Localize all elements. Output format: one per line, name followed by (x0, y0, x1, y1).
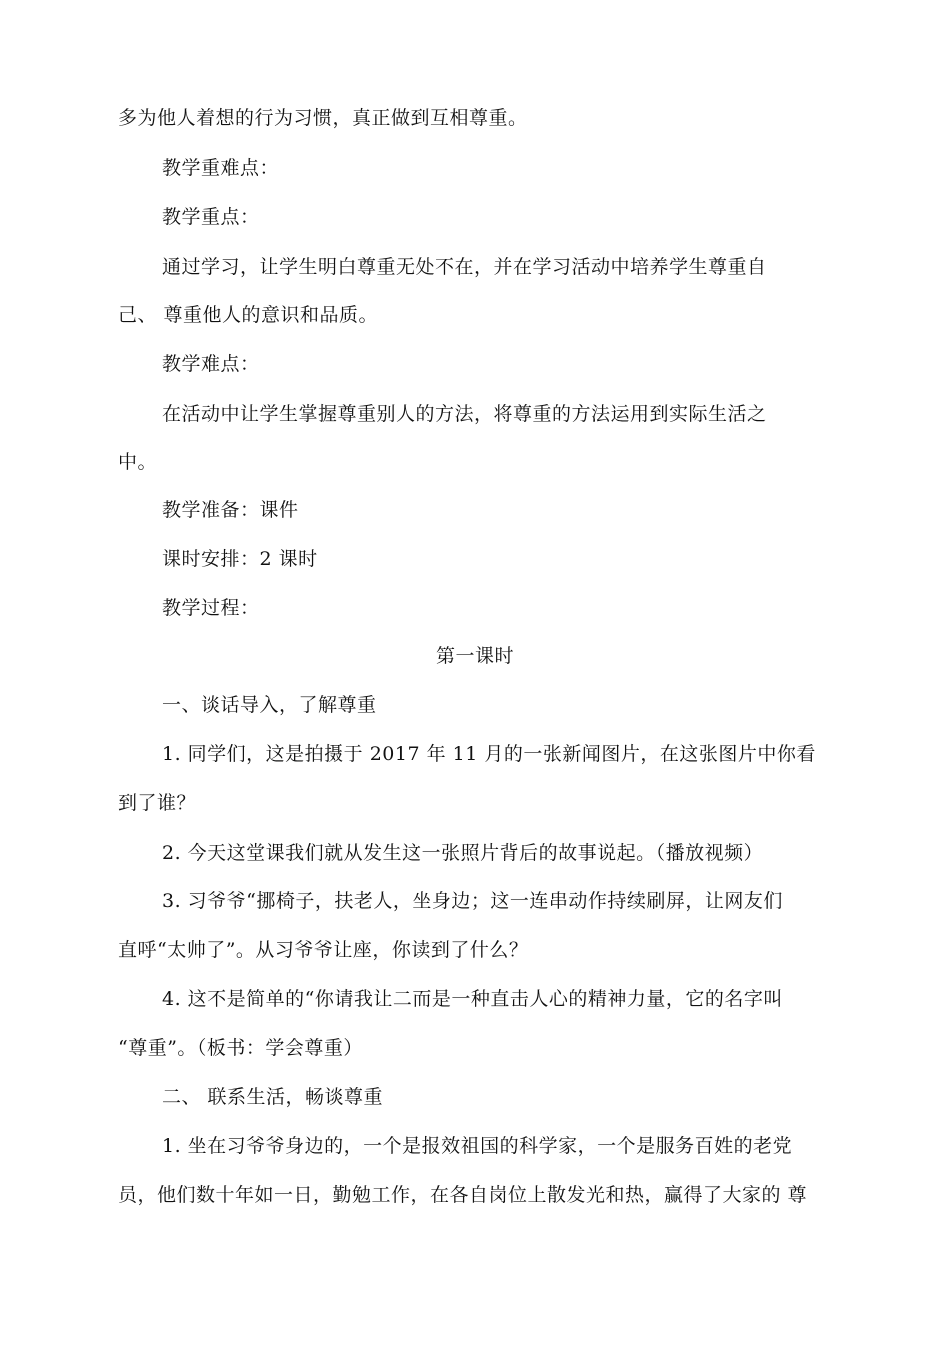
item-1-line2: 到了谁？ (118, 792, 197, 814)
item-4-line2: “尊重”。（板书：学会尊重） (118, 1037, 363, 1059)
text-line-continuation: 多为他人着想的行为习惯，真正做到互相尊重。 (118, 107, 528, 129)
paragraph-key-points-line1: 通过学习，让学生明白尊重无处不在，并在学习活动中培养学生尊重自 (162, 256, 767, 278)
paragraph-difficult-points-line2: 中。 (118, 451, 158, 473)
section-heading-2: 二、 联系生活，畅谈尊重 (162, 1086, 384, 1108)
section-title-first-lesson: 第一课时 (435, 645, 514, 667)
section-2-item-1-line2: 员，他们数十年如一日，勤勉工作，在各自岗位上散发光和热，赢得了大家的 尊 (118, 1184, 808, 1206)
heading-key-difficult-points: 教学重难点： (162, 157, 280, 179)
item-2: 2. 今天这堂课我们就从发生这一张照片背后的故事说起。（播放视频） (162, 842, 764, 864)
heading-teaching-process: 教学过程： (162, 597, 260, 619)
paragraph-difficult-points-line1: 在活动中让学生掌握尊重别人的方法，将尊重的方法运用到实际生活之 (162, 403, 767, 425)
paragraph-key-points-line2: 己、 尊重他人的意识和品质。 (118, 304, 379, 326)
item-1-line1: 1. 同学们，这是拍摄于 2017 年 11 月的一张新闻图片，在这张图片中你看 (162, 743, 816, 765)
section-2-item-1-line1: 1. 坐在习爷爷身边的，一个是报效祖国的科学家，一个是服务百姓的老党 (162, 1135, 793, 1157)
item-3-line1: 3. 习爷爷“挪椅子，扶老人，坐身边；这一连串动作持续刷屏，让网友们 (162, 890, 783, 912)
heading-key-points: 教学重点： (162, 206, 260, 228)
section-heading-1: 一、谈话导入，了解尊重 (162, 694, 377, 716)
item-3-line2: 直呼“太帅了”。从习爷爷让座，你读到了什么？ (118, 939, 529, 961)
item-4-line1: 4. 这不是简单的“你请我让二而是一种直击人心的精神力量，它的名字叫 (162, 988, 783, 1010)
heading-difficult-points: 教学难点： (162, 353, 260, 375)
teaching-preparation: 教学准备：课件 (162, 499, 299, 521)
lesson-schedule: 课时安排：2 课时 (162, 548, 318, 570)
